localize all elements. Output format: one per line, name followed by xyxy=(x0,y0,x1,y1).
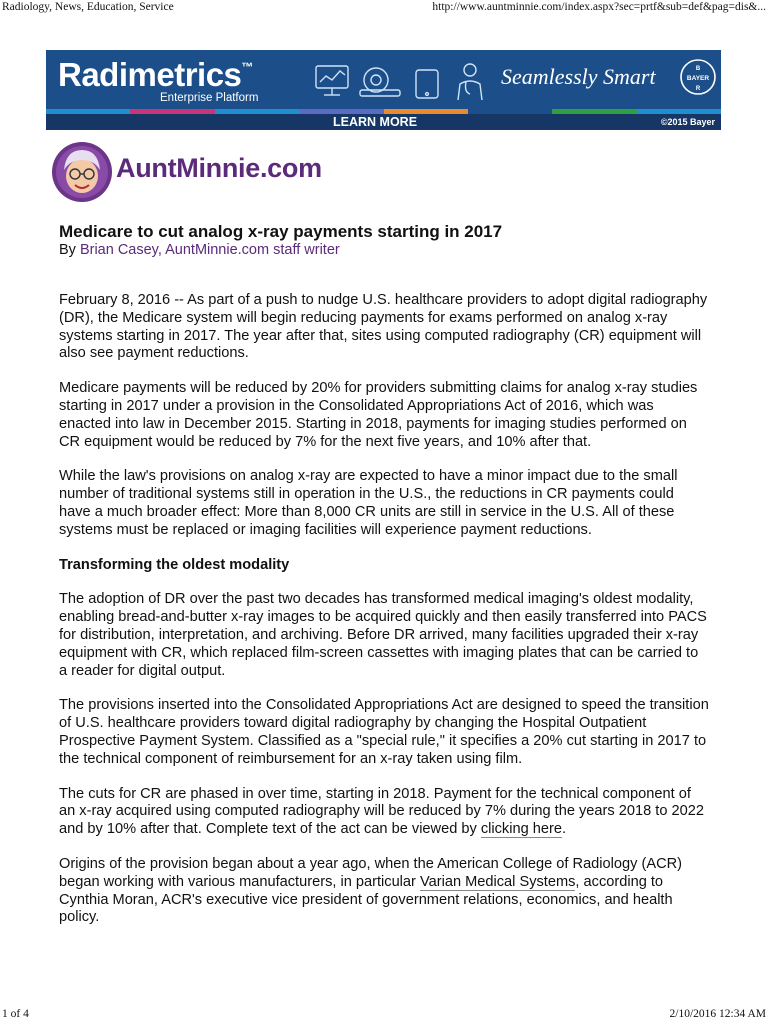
ad-banner[interactable] xyxy=(46,50,721,130)
article-body xyxy=(59,292,709,944)
article-title: Medicare to cut analog x-ray payments starting in 2017 xyxy=(59,222,503,241)
print-header-title: Radiology, News, Education, Service xyxy=(2,1,174,13)
svg-text:R: R xyxy=(695,86,701,92)
print-header xyxy=(0,0,768,18)
article-paragraph: Medicare payments will be reduced by 20% for providers submitting claims for analog x-ray studies starting in 2017 under a provision in the Consolidated Appropriations Act of 2016, which was enacted into law in December 2015. Starting in 2018, payments for imaging studies performed on CR equipment would be reduced by 7% for the next five years, and 10% after that. xyxy=(59,380,698,450)
article-paragraph: The adoption of DR over the past two decades has transformed medical imaging's oldest modality, enabling bread-and-butter x-ray images to be acquired quickly and then easily transferred into PACS for distribution, interpretation, and archiving. Before DR arrived, many facilities upgraded their x-ray equipment with CR, which replaced film-screen cassettes with imaging plates that can be carried to a reader for digital output. xyxy=(59,591,707,679)
tablet-icon xyxy=(416,70,438,98)
varian-link[interactable]: Varian Medical Systems xyxy=(419,873,576,890)
banner-brand: Radimetrics™ xyxy=(58,56,253,93)
article-paragraph: The cuts for CR are phased in over time, starting in 2018. Payment for the technical component of an x-ray acquired using computed radiography will be reduced by 7% during the years 2018 to 2022 and by 10% after that. Complete text of the act can be viewed by clicking here. xyxy=(59,785,704,838)
banner-tagline: Seamlessly Smart xyxy=(501,64,656,89)
article-paragraph: The provisions inserted into the Consolidated Appropriations Act are designed to speed the transition of U.S. healthcare providers toward digital radiography by changing the Hospital Outpatient Prospective Payment System. Classified as a "special rule," it specifies a 20% cut starting in 2017 to the technical component of reimbursement for an x-ray taken using film. xyxy=(59,697,709,767)
author-link[interactable]: Brian Casey, AuntMinnie.com staff writer xyxy=(79,242,340,258)
svg-text:BAYER: BAYER xyxy=(686,75,710,82)
article-paragraph: February 8, 2016 -- As part of a push to nudge U.S. healthcare providers to adopt digital radiography (DR), the Medicare system will begin reducing payments for exams performed on analog x-ray systems starting in 2017. The year after that, sites using computed radiography (CR) equipment will also see payment reductions. xyxy=(59,292,708,362)
scanner-icon xyxy=(360,68,400,96)
clicking-here-link[interactable]: clicking here xyxy=(480,821,562,838)
bayer-logo-icon xyxy=(679,58,717,96)
computer-monitor-icon xyxy=(316,66,348,95)
article-subheading: Transforming the oldest modality xyxy=(59,556,290,573)
svg-text:B: B xyxy=(695,66,701,72)
banner-subtitle: Enterprise Platform xyxy=(160,92,259,104)
banner-copyright: ©2015 Bayer xyxy=(660,117,715,127)
banner-icons xyxy=(312,58,502,106)
learn-more-button[interactable]: LEARN MORE xyxy=(333,115,418,129)
print-timestamp: 2/10/2016 12:34 AM xyxy=(669,1008,766,1020)
article-paragraph: Origins of the provision began about a year ago, when the American College of Radiology (ACR) began working with various manufacturers, in particular Varian Medical Systems, according to Cynthia Moran, ACR's executive vice president of government relations, economics, and health policy. xyxy=(59,855,683,926)
page-count: 1 of 4 xyxy=(2,1008,29,1020)
doctor-icon xyxy=(458,64,482,100)
print-header-url: http://www.auntminnie.com/index.aspx?sec=prtf&sub=def&pag=dis&... xyxy=(432,1,766,13)
aunt-minnie-mascot-icon xyxy=(50,140,114,204)
print-footer xyxy=(0,1006,768,1024)
site-logo-text[interactable]: AuntMinnie.com xyxy=(116,153,322,183)
article-byline: By Brian Casey, AuntMinnie.com staff writer xyxy=(59,242,340,258)
article-paragraph: While the law's provisions on analog x-ray are expected to have a minor impact due to the small number of traditional systems still in operation in the U.S., the reductions in CR payments could have a much broader effect: More than 8,000 CR units are still in service in the U.S. All of these systems must be replaced or imaging facilities will experience payment reductions. xyxy=(59,468,678,538)
